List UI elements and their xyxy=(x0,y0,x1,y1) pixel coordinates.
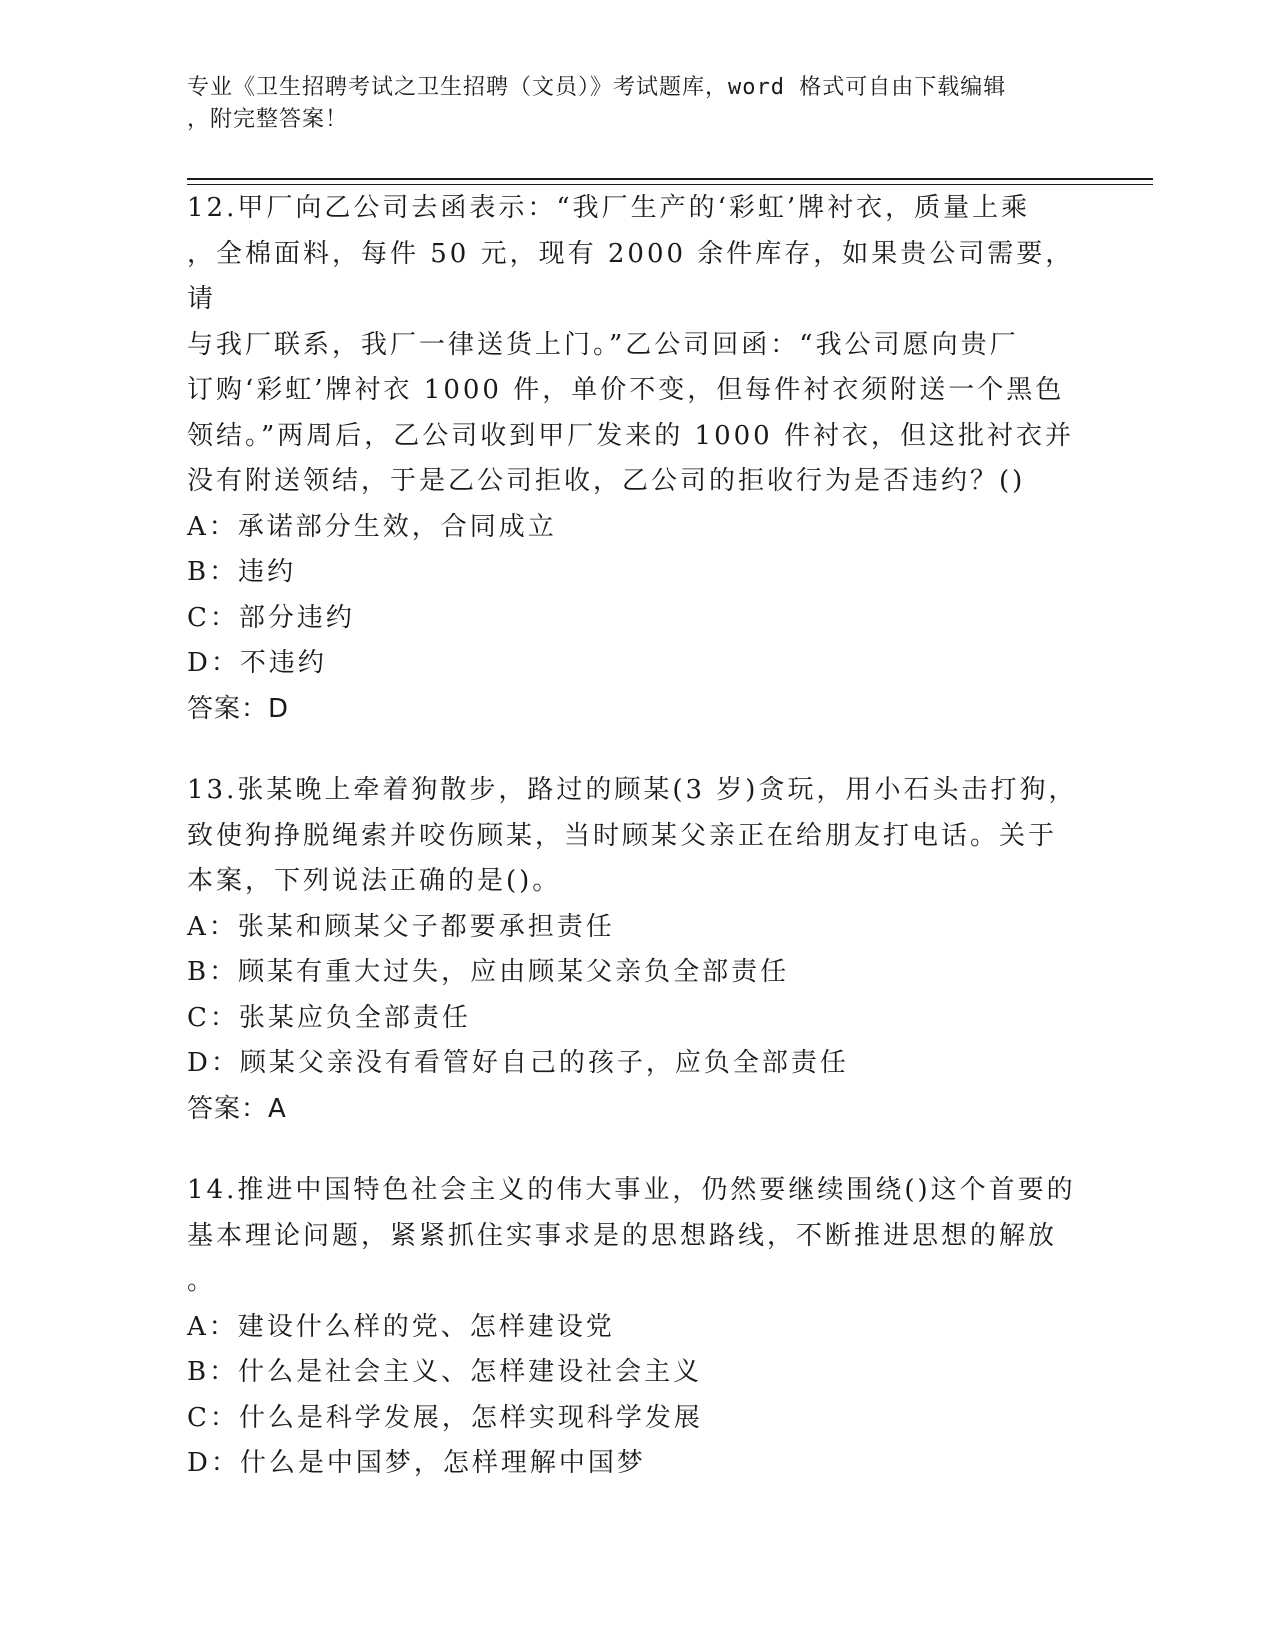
header-divider-thin xyxy=(187,184,1153,185)
question-14 xyxy=(187,1168,1087,1487)
answer: 答案：D xyxy=(187,693,290,724)
question-stem: 12.甲厂向乙公司去函表示：“我厂生产的‘彩虹’牌衬衣，质量上乘 ，全棉面料，每件 50 元，现有 2000 余件库存，如果贵公司需要，请 与我厂联系，我厂一律送货上门。”乙公司回函：“我公司愿向贵厂 订购‘彩虹’牌衬衣 1000 件，单价不变，但每件衬衣须附送一个黑色 领结。”两周后，乙公司收到甲厂发来的 1000 件衬衣，但这批衬衣并 没有附送领结，于是乙公司拒收，乙公司的拒收行为是否违约？() xyxy=(187,193,1075,496)
question-stem: 14.推进中国特色社会主义的伟大事业，仍然要继续围绕()这个首要的 基本理论问题，紧紧抓住实事求是的思想路线，不断推进思想的解放 。 xyxy=(187,1175,1076,1296)
option-c: C：部分违约 xyxy=(187,602,355,633)
question-12 xyxy=(187,186,1087,732)
option-a: A：承诺部分生效，合同成立 xyxy=(187,511,557,542)
question-13 xyxy=(187,768,1087,1132)
header-divider-thick xyxy=(187,178,1153,180)
option-a: A：建设什么样的党、怎样建设党 xyxy=(187,1311,615,1342)
option-d: D：顾某父亲没有看管好自己的孩子，应负全部责任 xyxy=(187,1048,849,1078)
option-a: A：张某和顾某父子都要承担责任 xyxy=(187,911,615,942)
option-d: D：什么是中国梦，怎样理解中国梦 xyxy=(187,1448,646,1478)
option-b: B：什么是社会主义、怎样建设社会主义 xyxy=(187,1357,703,1387)
option-c: C：什么是科学发展，怎样实现科学发展 xyxy=(187,1402,703,1433)
option-d: D：不违约 xyxy=(187,648,327,678)
option-c: C：张某应负全部责任 xyxy=(187,1002,471,1033)
option-b: B：违约 xyxy=(187,557,297,587)
document-header: 专业《卫生招聘考试之卫生招聘（文员）》考试题库，word 格式可自由下载编辑 ，附完整答案！ xyxy=(187,75,1007,132)
question-list xyxy=(187,186,1087,1523)
answer: 答案：A xyxy=(187,1093,287,1124)
question-stem: 13.张某晚上牵着狗散步，路过的顾某(3 岁)贪玩，用小石头击打狗， 致使狗挣脱绳索并咬伤顾某，当时顾某父亲正在给朋友打电话。关于 本案，下列说法正确的是()。 xyxy=(187,775,1078,896)
option-b: B：顾某有重大过失，应由顾某父亲负全部责任 xyxy=(187,957,790,987)
